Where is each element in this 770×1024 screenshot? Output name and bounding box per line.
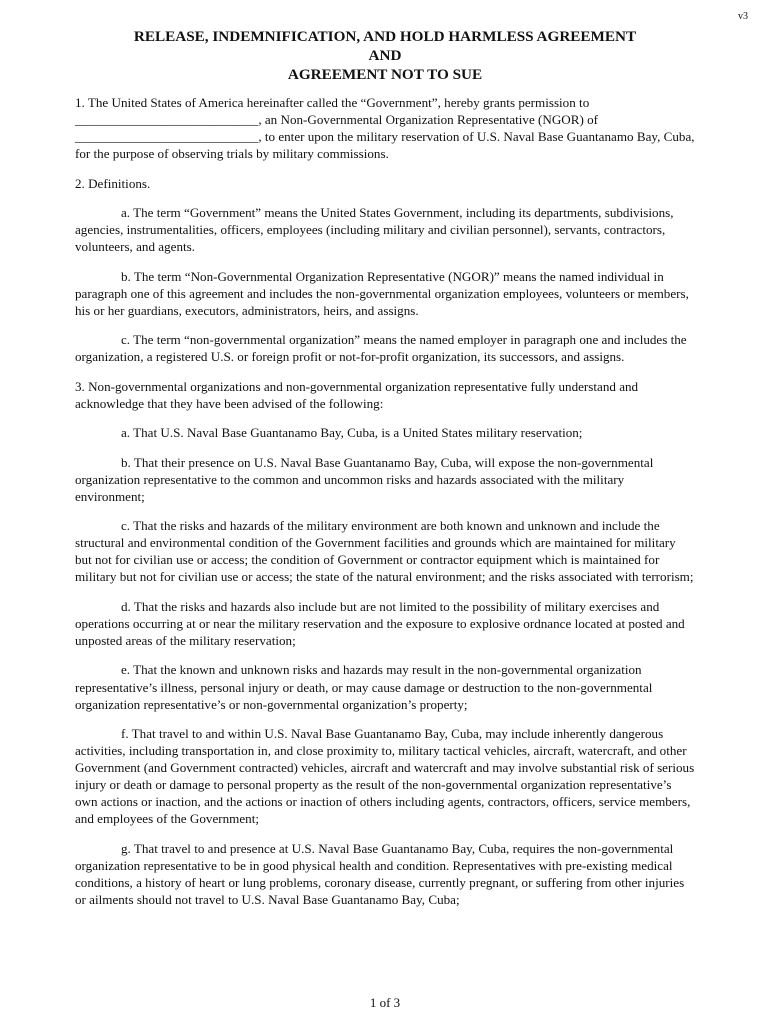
paragraph-3f: f. That travel to and within U.S. Naval Base Guantanamo Bay, Cuba, may include inherently dangerous activities, including transportation in, and close proximity to, military tactical vehicles, aircraft, watercraft, and other Government (and Government contracted) vehicles, aircraft and watercraft and may involve substantial risk of serious injury or death or damage to personal property as the result of the non-governmental organization representative’s own actions or inaction, and the actions or inaction of others including agents, contractors, officers, service members, and employees of the Government;	[75, 725, 695, 827]
version-label: v3	[738, 11, 748, 22]
title-line-2: AND	[368, 47, 402, 64]
paragraph-2b: b. The term “Non-Governmental Organization Representative (NGOR)” means the named individual in paragraph one of this agreement and includes the non-governmental organization employees, volunteers or members, his or her guardians, executors, administrators, heirs, and assigns.	[75, 268, 689, 318]
paragraph-2c: c. The term “non-governmental organization” means the named employer in paragraph one and includes the organization, a registered U.S. or foreign profit or not-for-profit organization, its successors, and assigns.	[75, 332, 687, 365]
paragraph-3a: a. That U.S. Naval Base Guantanamo Bay, Cuba, is a United States military reservation;	[121, 425, 583, 441]
document-title	[0, 27, 770, 84]
page-number: 1 of 3	[369, 995, 401, 1010]
document-body	[75, 94, 695, 921]
paragraph-3-heading: 3. Non-governmental organizations and non-governmental organization representative fully understand and acknowledge that they have been advised of the following:	[75, 378, 639, 411]
paragraph-3e: e. That the known and unknown risks and hazards may result in the non-governmental organization representative’s illness, personal injury or death, or may cause damage or destruction to the non-governmental organization representative’s or non-governmental organization’s property;	[75, 662, 653, 712]
paragraph-3b: b. That their presence on U.S. Naval Base Guantanamo Bay, Cuba, will expose the non-governmental organization representative to the common and uncommon risks and hazards associated with the military environment;	[75, 454, 654, 504]
title-line-3: AGREEMENT NOT TO SUE	[287, 66, 483, 83]
paragraph-2a: a. The term “Government” means the United States Government, including its departments, subdivisions, agencies, instrumentalities, officers, employees (including military and civilian personnel), servants, contractors, volunteers, and agents.	[75, 205, 674, 255]
paragraph-1-permission: 1. The United States of America hereinafter called the “Government”, hereby grants permission to ____________________________, an Non-Governmental Organization Representative (NGOR) of ____________________________, to enter upon the military reservation of U.S. Naval Base Guantanamo Bay, Cuba, for the purpose of observing trials by military commissions.	[75, 95, 695, 162]
paragraph-3d: d. That the risks and hazards also include but are not limited to the possibility of military exercises and operations occurring at or near the military reservation and the exposure to explosive ordnance located at posted and unposted areas of the military reservation;	[75, 598, 685, 649]
paragraph-3c: c. That the risks and hazards of the military environment are both known and unknown and include the structural and environmental condition of the Government facilities and grounds which are maintained for military but not for civilian use or access; the condition of Government or contractor equipment which is maintained for military but not for civilian use or access; the state of the natural environment; and the risks associated with terrorism;	[75, 518, 694, 585]
paragraph-3g: g. That travel to and presence at U.S. Naval Base Guantanamo Bay, Cuba, requires the non-governmental organization representative to be in good physical health and condition. Representatives with pre-existing medical conditions, a history of heart or lung problems, coronary disease, currently pregnant, or suffering from other injuries or ailments should not travel to U.S. Naval Base Guantanamo Bay, Cuba;	[75, 840, 685, 908]
paragraph-2-heading: 2. Definitions.	[75, 175, 151, 191]
title-line-1: RELEASE, INDEMNIFICATION, AND HOLD HARMLESS AGREEMENT	[133, 28, 637, 45]
